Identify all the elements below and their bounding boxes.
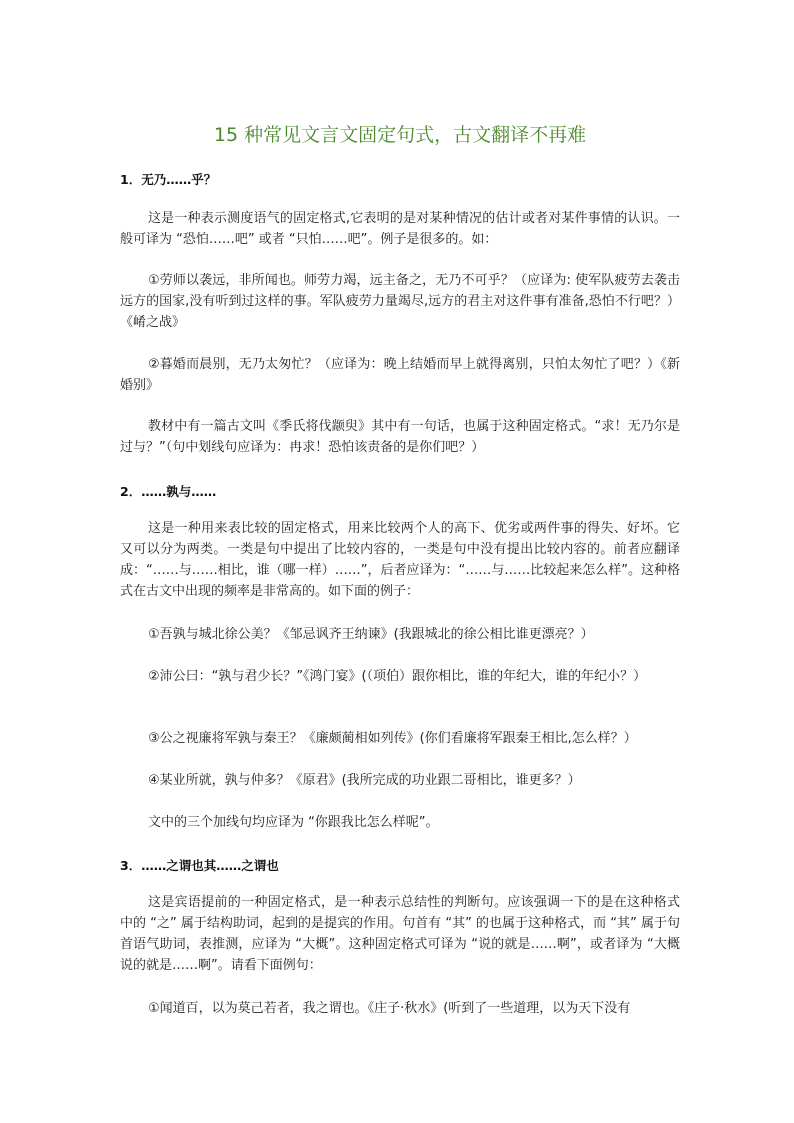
- paragraph: ④某业所就，孰与仲多？《原君》(我所完成的功业跟二哥相比，谁更多？）: [147, 773, 581, 788]
- paragraph: 这是宾语提前的一种固定格式，是一种表示总结性的判断句。应该强调一下的是在这种格式中的 “之” 属于结构助词，起到的是提宾的作用。句首有 “其” 的也属于这种格式，而 “其” 属于句首语气助词，表推测，应译为 “大概”。这种固定格式可译为 “说的就是……啊”，或者译为 “大概说的就是……啊”。请看下面例句：: [120, 895, 680, 973]
- paragraph: ①闻道百，以为莫己若者，我之谓也。《庄子·秋水》(听到了一些道理，以为天下没有: [147, 1001, 631, 1016]
- paragraph: ①吾孰与城北徐公美？《邹忌讽齐王纳谏》(我跟城北的徐公相比谁更漂亮？）: [147, 627, 594, 642]
- paragraph: 这是一种表示测度语气的固定格式,它表明的是对某种情况的估计或者对某件事情的认识。一般可译为 “恐怕……吧” 或者 “只怕……吧”。例子是很多的。如：: [120, 211, 680, 247]
- paragraph: ①劳师以袭远，非所闻也。师劳力竭，远主备之，无乃不可乎？（应译为: 使军队疲劳去袭击远方的国家,没有听到过这样的事。军队疲劳力量竭尽,远方的君主对这件事有准备,恐怕不行吧？）《崤之战》: [120, 273, 680, 330]
- paragraph: ②沛公曰：“孰与君少长？”《鸿门宴》(（项伯）跟你相比，谁的年纪大，谁的年纪小？）: [147, 669, 647, 684]
- paragraph: ②暮婚而晨别，无乃太匆忙？（应译为：晚上结婚而早上就得离别，只怕太匆忙了吧？）《新婚别》: [120, 357, 680, 393]
- section-heading-1: 1．无乃……乎？: [120, 172, 217, 187]
- section-heading-2: 2．……孰与……: [120, 484, 217, 499]
- paragraph: 这是一种用来表比较的固定格式，用来比较两个人的高下、优劣或两件事的得失、好坏。它又可以分为两类。一类是句中提出了比较内容的，一类是句中没有提出比较内容的。前者应翻译成：“……与……相比，谁（哪一样）……”，后者应译为：“……与……比较起来怎么样”。这种格式在古文中出现的频率是非常高的。如下面的例子：: [120, 521, 680, 599]
- paragraph: 教材中有一篇古文叫《季氏将伐颛臾》其中有一句话，也属于这种固定格式。“求！无乃尔是过与？”（句中划线句应译为：冉求！恐怕该责备的是你们吧？）: [120, 419, 680, 455]
- paragraph: 文中的三个加线句均应译为 “你跟我比怎么样呢”。: [147, 815, 439, 830]
- section-heading-3: 3．……之谓也其……之谓也: [120, 858, 279, 873]
- document-title: 15 种常见文言文固定句式，古文翻译不再难: [213, 124, 587, 146]
- paragraph: ③公之视廉将军孰与秦王？《廉颇蔺相如列传》(你们看廉将军跟秦王相比,怎么样？）: [147, 731, 637, 746]
